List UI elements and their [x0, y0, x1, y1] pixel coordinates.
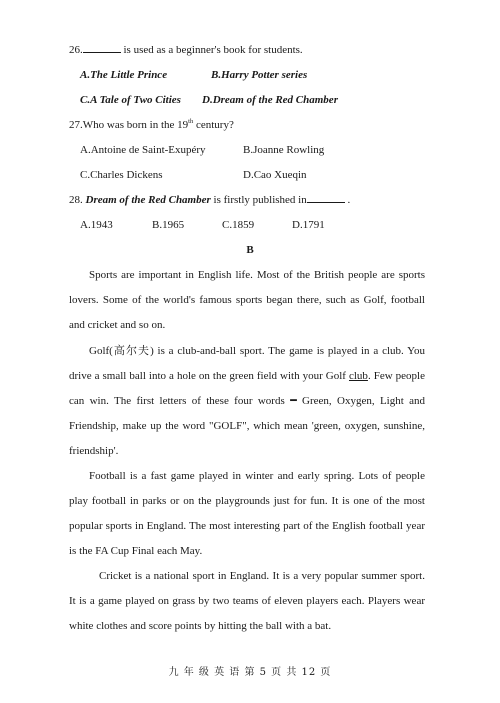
passage-text: drive a small ball into a hole on the green field with your Golf	[69, 370, 349, 382]
section-heading: B	[246, 244, 254, 256]
page-footer: 九 年 级 英 语 第 5 页 共 12 页	[168, 667, 332, 678]
passage-line: Sports are important in English life. Most of the British people are sports	[89, 269, 425, 281]
question-stem-text: is firstly published in	[210, 194, 307, 206]
passage-line: It is a game played on grass by two teams of eleven players each. Players wear	[69, 595, 425, 607]
question-28-stem	[69, 193, 350, 207]
question-stem-text: 27.Who was born in the 19	[69, 119, 189, 131]
passage-line: Friendship, make up the word "GOLF", which mean 'green, oxygen, sunshine,	[69, 420, 425, 432]
question-number: 26.	[69, 44, 83, 56]
question-number: 28.	[69, 194, 86, 206]
question-26-stem	[69, 43, 303, 57]
passage-line: is the FA Cup Final each May.	[69, 545, 203, 557]
passage-line: lovers. Some of the world's famous sports began there, such as Golf, football	[69, 294, 425, 306]
option-a[interactable]: A.Antoine de Saint-Exupéry	[80, 144, 206, 156]
passage-text: . Few people	[367, 370, 425, 382]
option-c[interactable]: C.Charles Dickens	[80, 169, 163, 181]
question-stem-end: century?	[193, 119, 234, 131]
passage-line: white clothes and score points by hitting the ball with a bat.	[69, 620, 332, 632]
passage-line: friendship'.	[69, 445, 119, 457]
option-d[interactable]: D.Cao Xueqin	[243, 169, 307, 181]
option-b[interactable]: B.1965	[152, 219, 185, 231]
option-d[interactable]: D.1791	[292, 219, 325, 231]
answer-blank[interactable]	[307, 193, 345, 203]
answer-blank[interactable]	[83, 43, 121, 53]
passage-line: popular sports in England. The most interesting part of the English football year	[69, 520, 425, 532]
passage-line: and cricket and so on.	[69, 319, 166, 331]
question-27-stem	[69, 118, 234, 132]
question-stem-text: is used as a beginner's book for students.	[123, 44, 303, 56]
option-c[interactable]: C.A Tale of Two Cities	[80, 94, 181, 106]
option-d[interactable]: D.Dream of the Red Chamber	[202, 94, 338, 106]
passage-line: can win. The first letters of these four words ━ Green, Oxygen, Light and	[69, 395, 425, 407]
passage-line: Cricket is a national sport in England. It is a very popular summer sport.	[99, 570, 425, 582]
option-a[interactable]: A.1943	[80, 219, 113, 231]
question-stem-end: .	[344, 194, 351, 206]
option-b[interactable]: B.Joanne Rowling	[243, 144, 325, 156]
option-b[interactable]: B.Harry Potter series	[211, 69, 308, 81]
passage-line: Golf(高尔夫) is a club-and-ball sport. The game is played in a club. You	[89, 345, 425, 357]
passage-line: play football in parks or on the playgrounds just for fun. It is one of the most	[69, 495, 425, 507]
passage-line	[69, 369, 425, 383]
passage-line: Football is a fast game played in winter and early spring. Lots of people	[89, 470, 425, 482]
book-title: Dream of the Red Chamber	[85, 194, 211, 206]
option-c[interactable]: C.1859	[222, 219, 255, 231]
superscript: th	[188, 118, 194, 125]
option-a[interactable]: A.The Little Prince	[80, 69, 168, 81]
underlined-word: club	[348, 370, 368, 382]
